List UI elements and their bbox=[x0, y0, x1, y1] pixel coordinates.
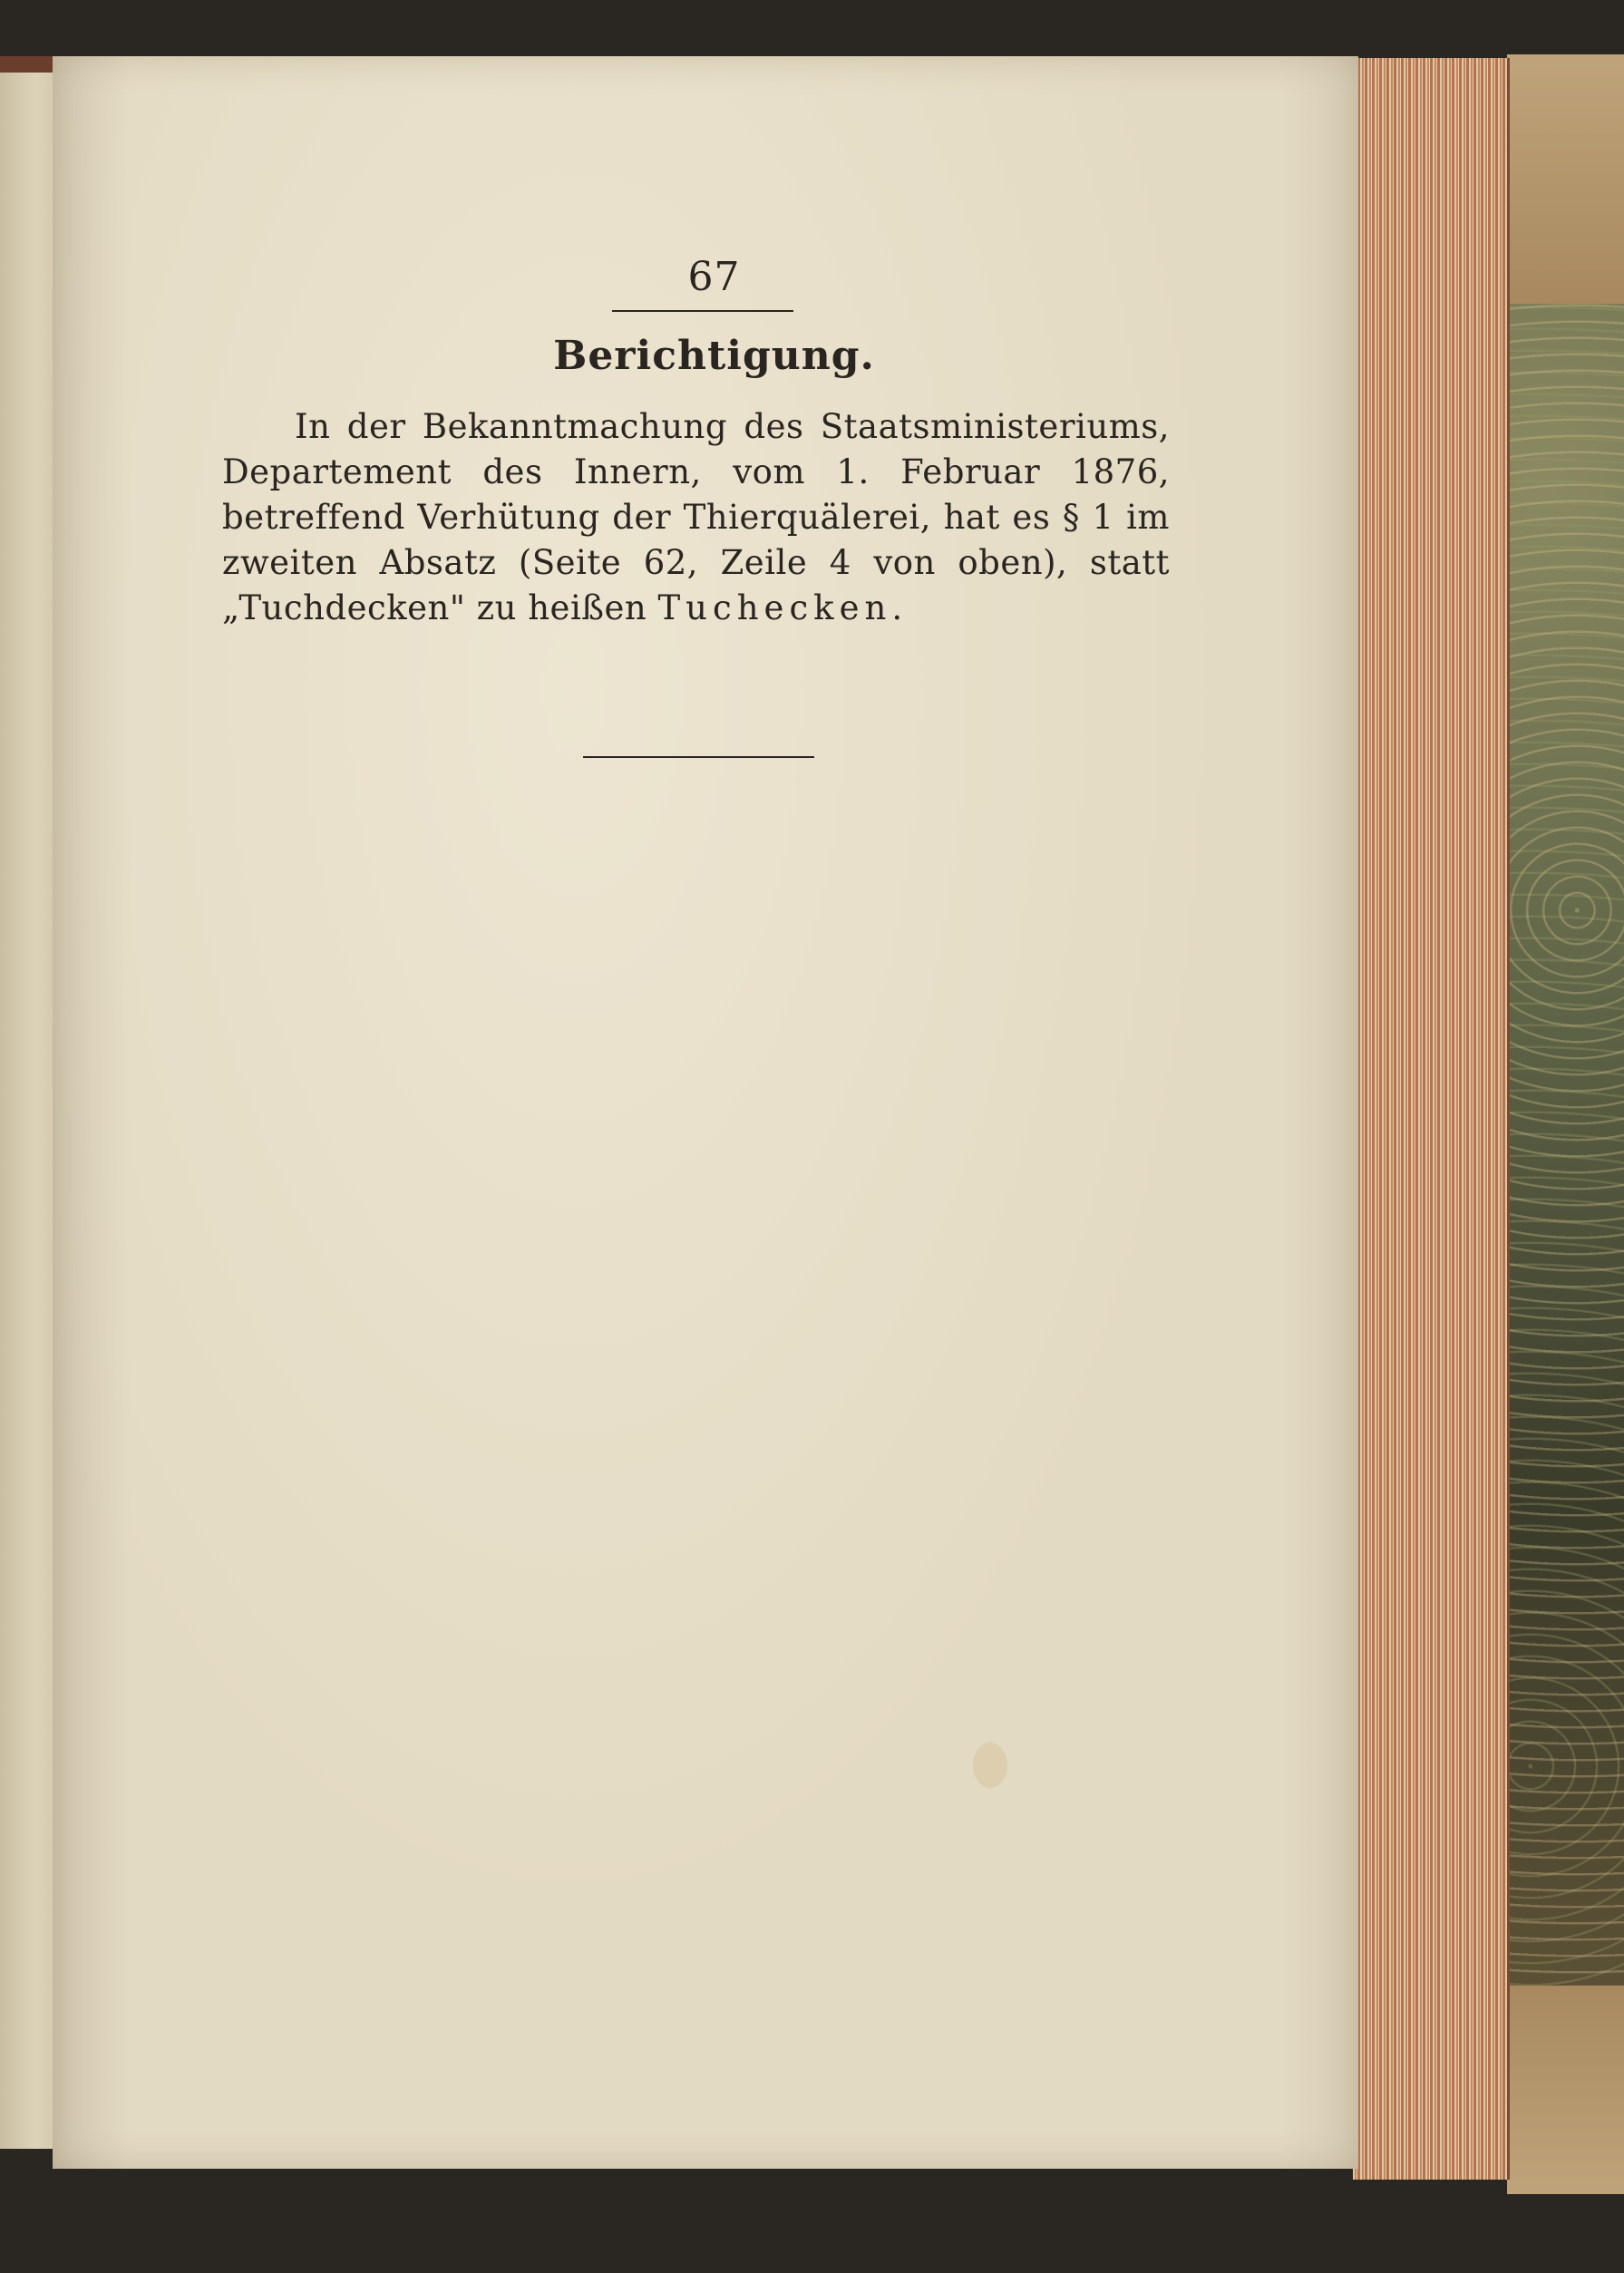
end-rule bbox=[583, 756, 814, 758]
page-number: 67 bbox=[687, 254, 741, 300]
cover-leather-top bbox=[1507, 54, 1624, 304]
paragraph-text: In der Bekanntmachung des Staatsministeriums, Departement des Innern, vom 1. Februar 1876, betreffend Verhütung der Thierquälerei, hat es § 1 im zweiten Absatz (Seite 62, Zeile 4 von oben), statt „Tuchdecken" zu heißen bbox=[222, 407, 1170, 627]
section-heading: Berichtigung. bbox=[553, 333, 875, 379]
page-block-edges bbox=[1353, 58, 1510, 2180]
header-rule bbox=[612, 310, 793, 312]
correction-paragraph bbox=[222, 404, 1170, 631]
text-block bbox=[222, 254, 1170, 758]
cover-leather-bottom bbox=[1507, 1986, 1624, 2194]
marbled-cover bbox=[1507, 54, 1624, 2194]
paper-stain bbox=[973, 1743, 1007, 1788]
corrected-word: Tuchecken. bbox=[657, 588, 909, 627]
